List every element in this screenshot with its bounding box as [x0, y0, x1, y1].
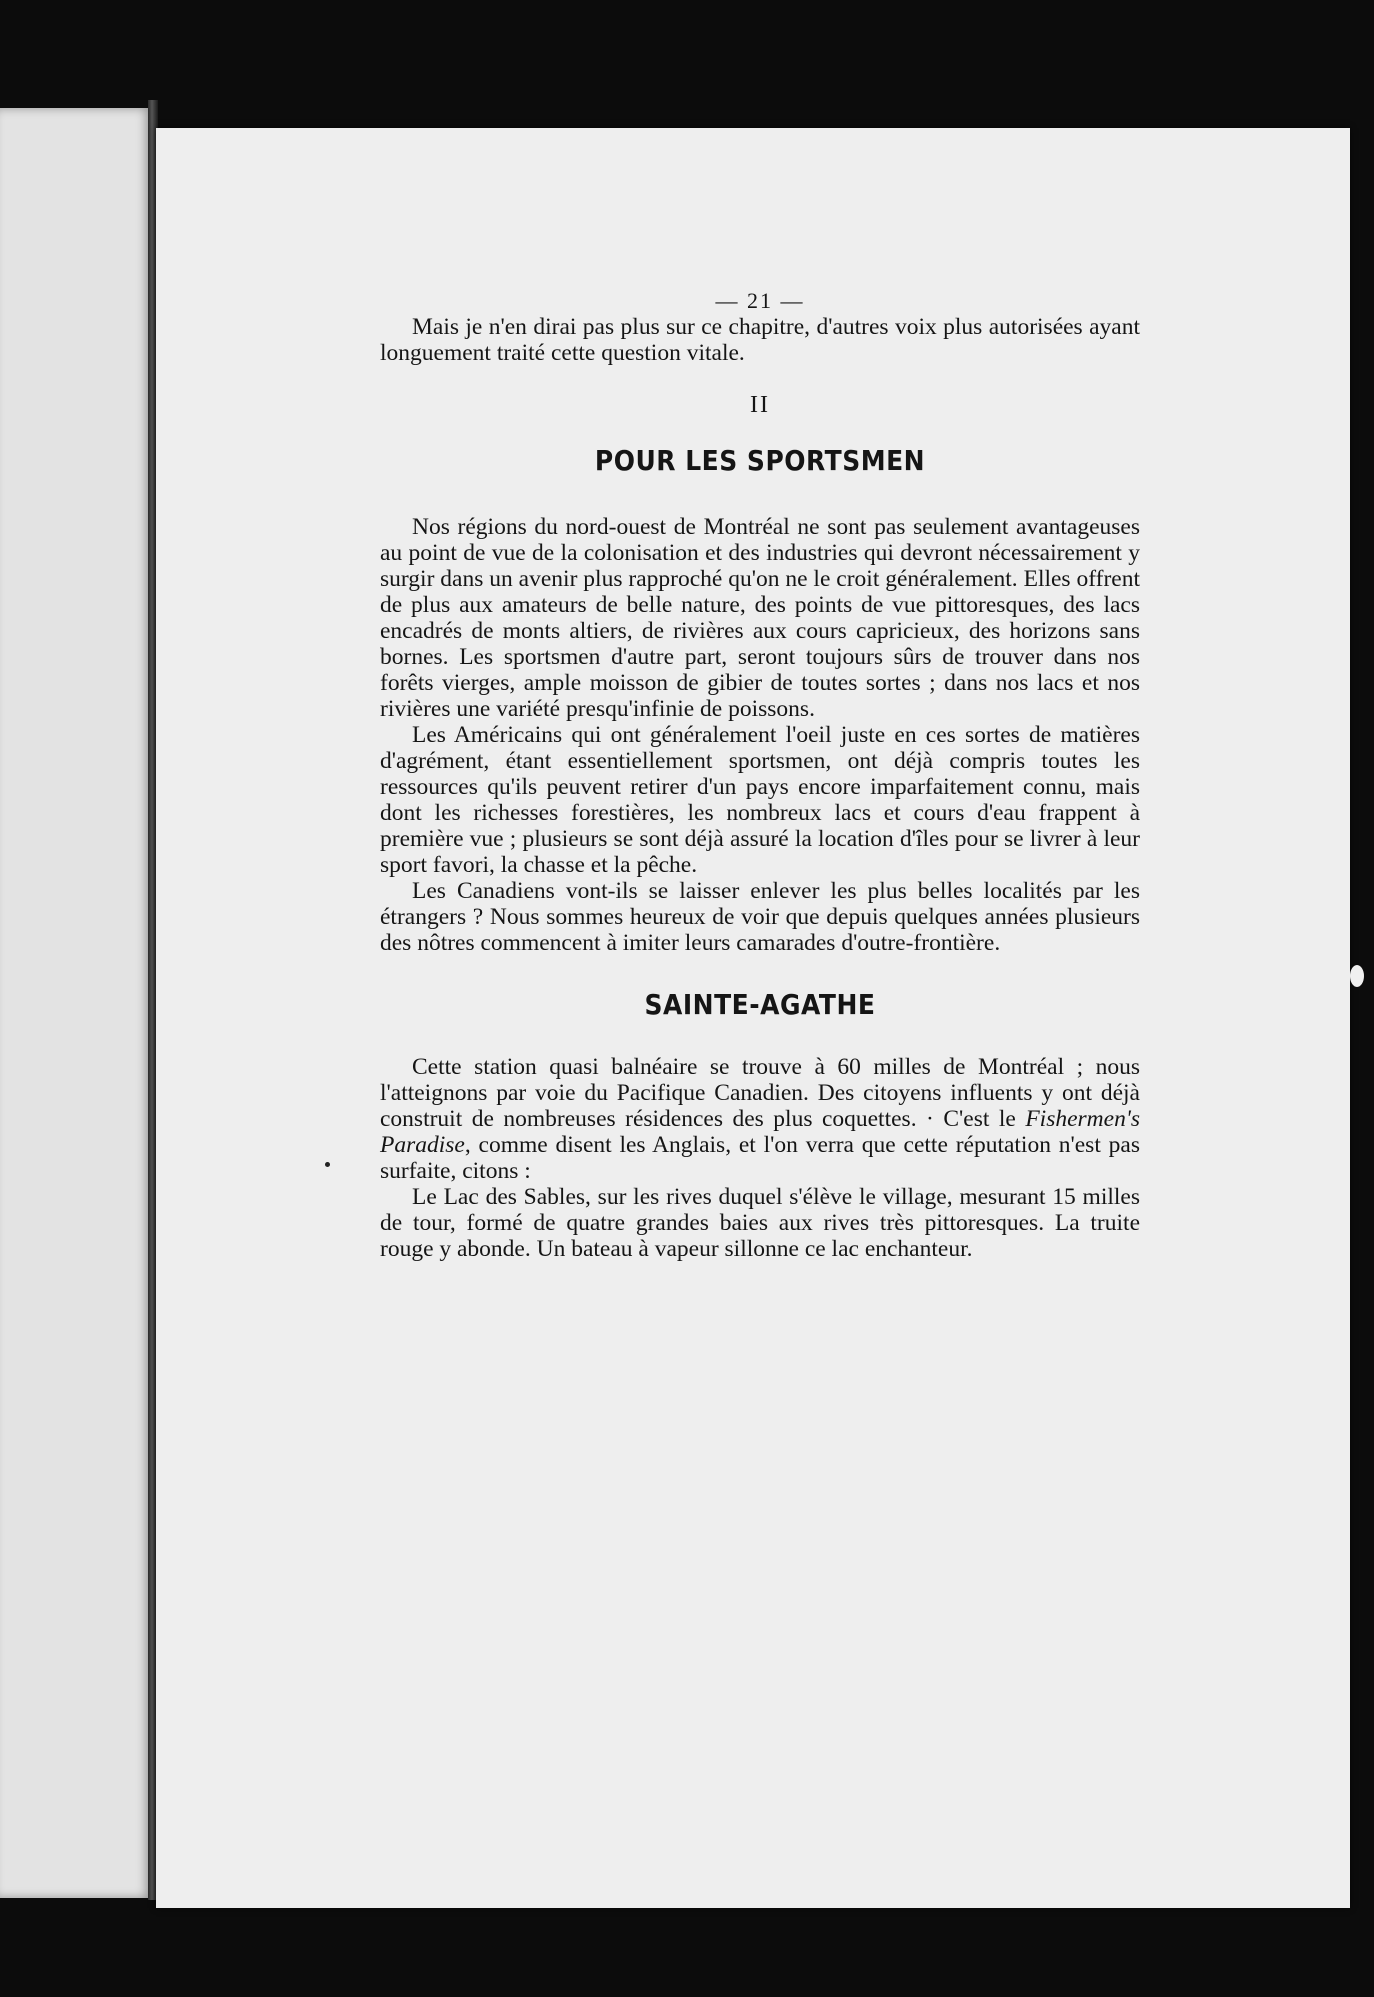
sportsmen-paragraph-2: Les Américains qui ont généralement l'oeil juste en ces sortes de matières d'agrément, étant essentiellement sportsmen, ont déjà compris toutes les ressources qu'ils peuvent retirer d'un pays encore imparfaitement connu, mais dont les richesses forestières, les nombreux lacs et cours d'eau frappent à première vue ; plusieurs se sont déjà assuré la location d'îles pour se livrer à leur sport favori, la chasse et la pêche.: [380, 722, 1140, 878]
sportsmen-paragraph-3: Les Canadiens vont-ils se laisser enlever les plus belles localités par les étrangers ? Nous sommes heureux de voir que depuis quelques années plusieurs des nôtres commencent à imiter leurs camarades d'outre-frontière.: [380, 878, 1140, 956]
page-text: [380, 290, 1140, 1262]
sainte-agathe-paragraph-2: Le Lac des Sables, sur les rives duquel s'élève le village, mesurant 15 milles de tour, formé de quatre grandes baies aux rives très pittoresques. La truite rouge y abonde. Un bateau à vapeur sillonne ce lac enchanteur.: [380, 1184, 1140, 1262]
sainte-agathe-p1-before: Cette station quasi balnéaire se trouve à 60 milles de Montréal ; nous l'atteignons par voie du Pacifique Canadien. Des citoyens influents y ont déjà construit de nombreuses résidences des plus coquettes. · C'est le: [380, 1054, 1140, 1132]
section-number: II: [750, 392, 770, 418]
sportsmen-paragraph-1: Nos régions du nord-ouest de Montréal ne sont pas seulement avantageuses au point de vue de la colonisation et des industries qui devront nécessairement y surgir dans un avenir plus rapproché qu'on ne le croit généralement. Elles offrent de plus aux amateurs de belle nature, des points de vue pittoresques, des lacs encadrés de monts altiers, de rivières aux cours capricieux, des horizons sans bornes. Les sportsmen d'autre part, seront toujours sûrs de trouver dans nos forêts vierges, ample moisson de gibier de toutes sortes ; dans nos lacs et nos rivières une variété presqu'infinie de poissons.: [380, 514, 1140, 722]
heading-sportsmen: POUR LES SPORTSMEN: [594, 444, 926, 477]
fishermens-paradise: Fishermen's Paradise: [380, 1106, 1140, 1158]
scan-speck: [325, 1162, 330, 1167]
previous-page-edge: [0, 108, 152, 1898]
intro-paragraph: Mais je n'en dirai pas plus sur ce chapitre, d'autres voix plus autorisées ayant longuement traité cette question vitale.: [380, 314, 1140, 366]
heading-sainte-agathe: SAINTE-AGATHE: [644, 988, 876, 1021]
scan-speck: [1350, 965, 1364, 987]
page-number: — 21 —: [715, 288, 805, 313]
sainte-agathe-paragraph-1: [380, 1054, 1140, 1184]
sainte-agathe-p1-after: , comme disent les Anglais, et l'on verra que cette réputation n'est pas surfaite, citons :: [380, 1132, 1140, 1184]
